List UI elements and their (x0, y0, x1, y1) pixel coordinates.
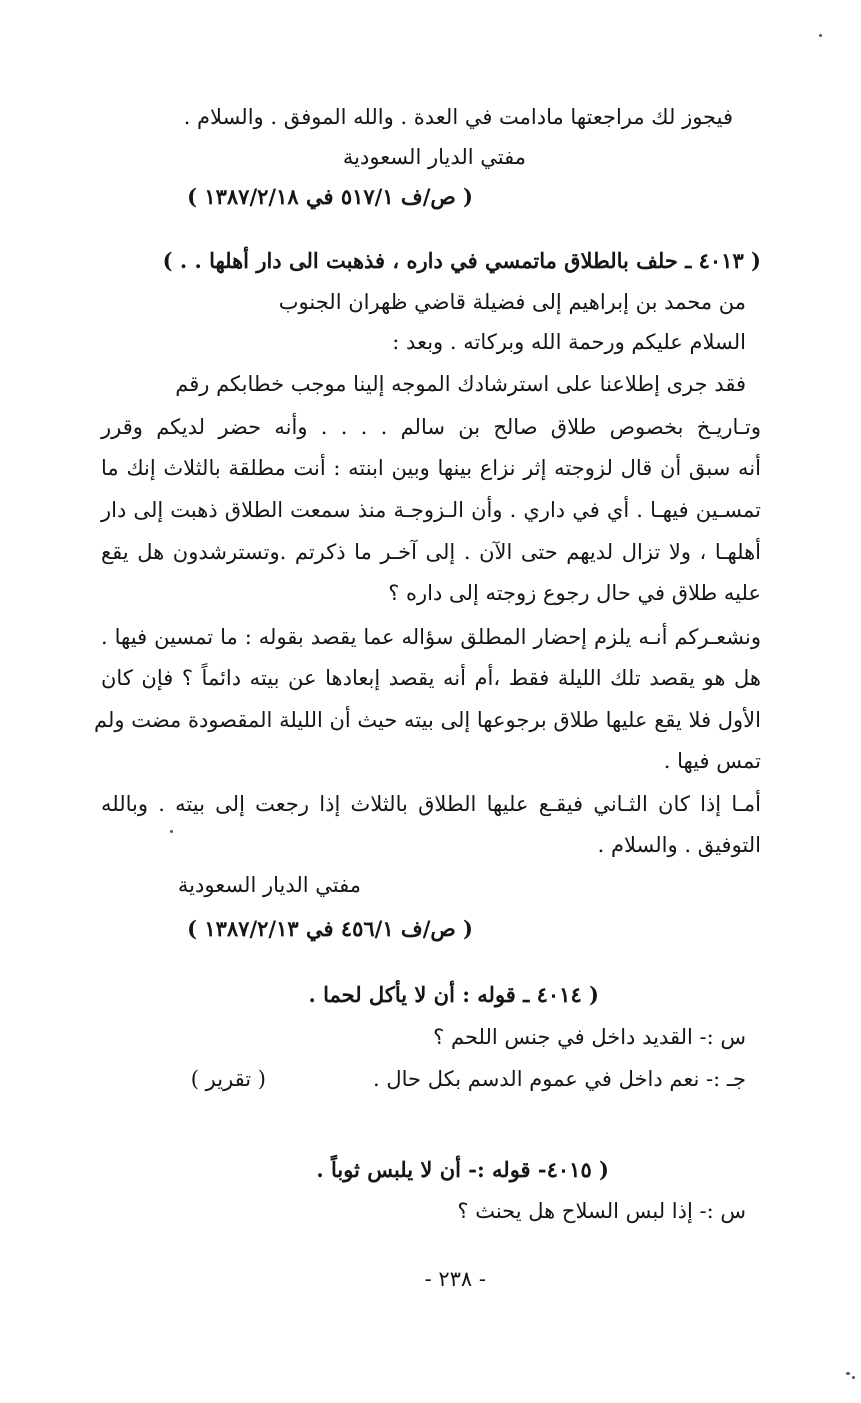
answer-line: جـ :- نعم داخل في عموم الدسم بكل حال . (373, 1067, 746, 1091)
body-paragraph-line: أمـا إذا كان الثـاني فيقـع عليها الطلاق بالثلاث إذا رجعت إلى بيته . وبالله (101, 792, 761, 816)
body-paragraph-line: التوفيق . والسلام . (597, 833, 761, 857)
reference-number: ( ص/ف ٤٥٦/١ في ١٣٨٧/٢/١٣ ) (187, 916, 473, 941)
question-line: س :- القديد داخل في جنس اللحم ؟ (433, 1025, 746, 1049)
scan-speck (852, 1376, 855, 1379)
body-paragraph-line: تمسـين فيهـا . أي في داري . وأن الـزوجـة منذ سمعت الطلاق ذهبت إلى دار (101, 498, 761, 522)
scan-speck (846, 1372, 850, 1375)
greeting-line: السلام عليكم ورحمة الله وبركاته . وبعد : (392, 330, 746, 354)
letter-sender-line: من محمد بن إبراهيم إلى فضيلة قاضي ظهران الجنوب (278, 290, 746, 314)
body-paragraph-line: وتـاريـخ بخصوص طلاق صالح بن سالم . . . . وأنه حضر لديكم وقرر (101, 415, 761, 439)
body-paragraph-line: عليه طلاق في حال رجوع زوجته إلى داره ؟ (388, 581, 761, 605)
body-paragraph-line: أهلهـا ، ولا تزال لديهم حتى الآن . إلى آخـر ما ذكرتم .وتسترشدون هل يقع (101, 540, 761, 564)
mufti-signature: مفتي الديار السعودية (177, 873, 361, 897)
body-paragraph-line: هل هو يقصد تلك الليلة فقط ،أم أنه يقصد إبعادها عن بيته دائماً ؟ فإن كان (101, 666, 761, 690)
question-line: س :- إذا لبس السلاح هل يحنث ؟ (457, 1199, 746, 1223)
body-paragraph-line: فقد جرى إطلاعنا على استرشادك الموجه إلينا موجب خطابكم رقم (175, 372, 746, 396)
body-paragraph-line: ونشعـركم أنـه يلزم إحضار المطلق سؤاله عما يقصد بقوله : ما تمسين فيها . (101, 625, 761, 649)
page-number: - ٢٣٨ - (424, 1267, 486, 1291)
section-heading-4014: ( ٤٠١٤ ـ قوله : أن لا يأكل لحما . (308, 982, 599, 1007)
body-paragraph-line: أنه سبق أن قال لزوجته إثر نزاع بينها وبين ابنته : أنت مطلقة بالثلاث إنك ما (101, 456, 761, 480)
reference-number: ( ص/ف ٥١٧/١ في ١٣٨٧/٢/١٨ ) (187, 184, 473, 209)
section-heading-4015: ( ٤٠١٥- قوله :- أن لا يلبس ثوباً . (316, 1157, 609, 1182)
mufti-signature: مفتي الديار السعودية (342, 145, 526, 169)
source-note: ( تقرير ) (190, 1067, 266, 1091)
scan-speck (170, 830, 173, 833)
section-heading-4013: ( ٤٠١٣ ـ حلف بالطلاق ماتمسي في داره ، فذهبت الى دار أهلها . . ) (162, 248, 761, 273)
scan-speck (819, 34, 822, 37)
body-paragraph-line: الأول فلا يقع عليها طلاق برجوعها إلى بيته حيث أن الليلة المقصودة مضت ولم (94, 708, 761, 732)
body-paragraph-line: تمس فيها . (663, 749, 761, 773)
fatwa-closing-line: فيجوز لك مراجعتها مادامت في العدة . والله الموفق . والسلام . (183, 105, 733, 129)
